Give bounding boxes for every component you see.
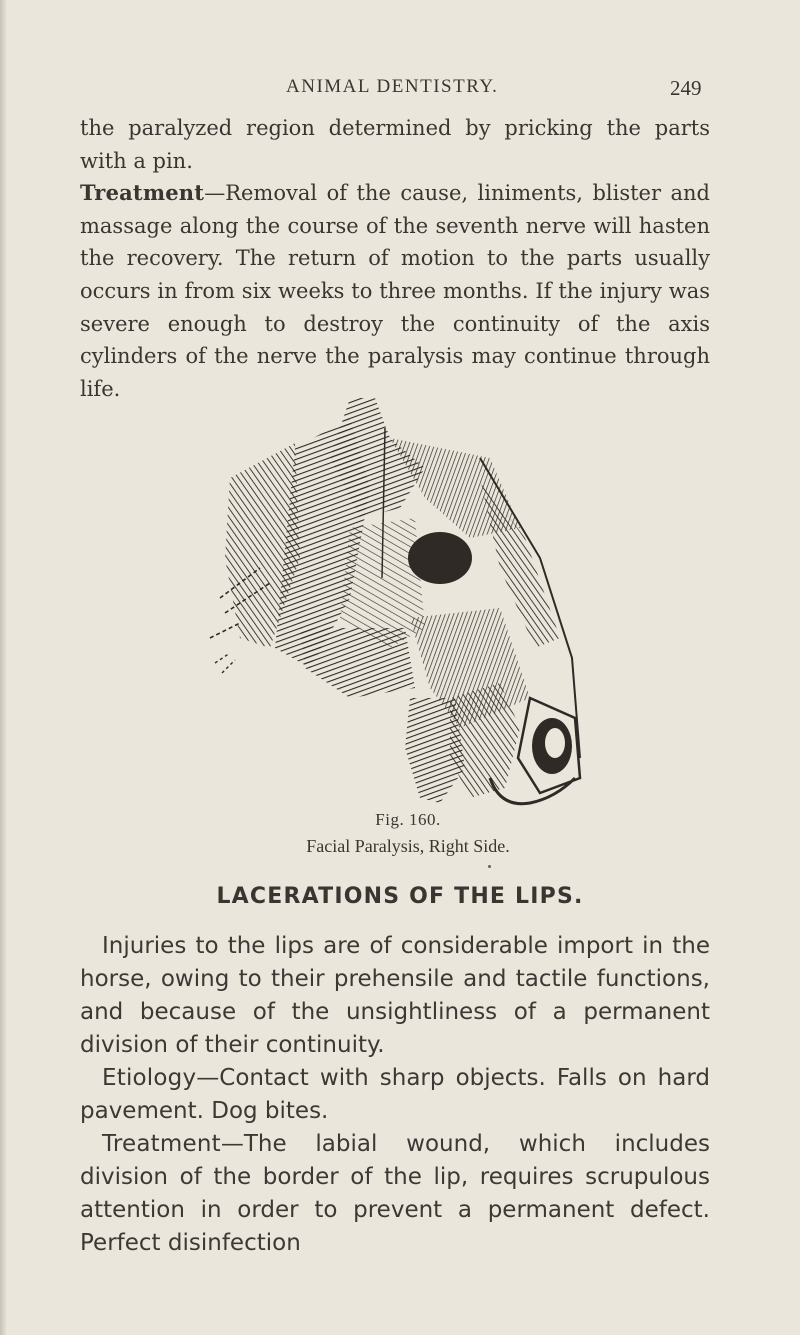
paragraph-etiology (80, 1062, 710, 1128)
figure-number: Fig. 160. (375, 810, 441, 829)
horse-head-illustration (200, 398, 600, 808)
lip-treatment-lead: Treatment (102, 1131, 221, 1157)
paragraph-lip-treatment (80, 1128, 710, 1260)
etiology-lead: Etiology (102, 1065, 197, 1091)
ink-speck (488, 865, 491, 868)
page-edge (0, 0, 6, 1335)
paragraph-treatment (80, 177, 710, 405)
paragraph-injuries: Injuries to the lips are of considerable import in the horse, owing to their prehensile and tactile functions, and because of the unsightliness of a permanent division of their continuity. (80, 933, 710, 1058)
page-number: 249 (670, 76, 702, 100)
treatment-lead: Treatment (80, 180, 205, 206)
figure-facial-paralysis (200, 398, 600, 808)
lower-text-block (80, 930, 710, 1260)
section-heading: LACERATIONS OF THE LIPS. (216, 884, 584, 909)
paragraph-continuation: the paralyzed region determined by pricking the parts with a pin. (80, 116, 710, 173)
running-title: ANIMAL DENTISTRY. (286, 76, 499, 97)
treatment-body: —Removal of the cause, liniments, blister and massage along the course of the seventh nerve will hasten the recovery. The return of motion to the parts usually occurs in from six weeks to three months. If the injury was severe enough to destroy the continuity of the axis cylinders of the nerve the paralysis may continue through life. (80, 181, 710, 401)
upper-text-block (80, 112, 710, 405)
jaw-shape (300, 628, 415, 698)
figure-caption: Facial Paralysis, Right Side. (306, 836, 510, 856)
running-head (0, 72, 800, 102)
lip-treatment-body: —The labial wound, which includes division of the border of the lip, requires scrupulous attention in order to prevent a permanent defect. Perfect disinfection (80, 1131, 710, 1256)
etiology-body: —Contact with sharp objects. Falls on hard pavement. Dog bites. (80, 1065, 710, 1124)
lip-shape (405, 698, 465, 803)
